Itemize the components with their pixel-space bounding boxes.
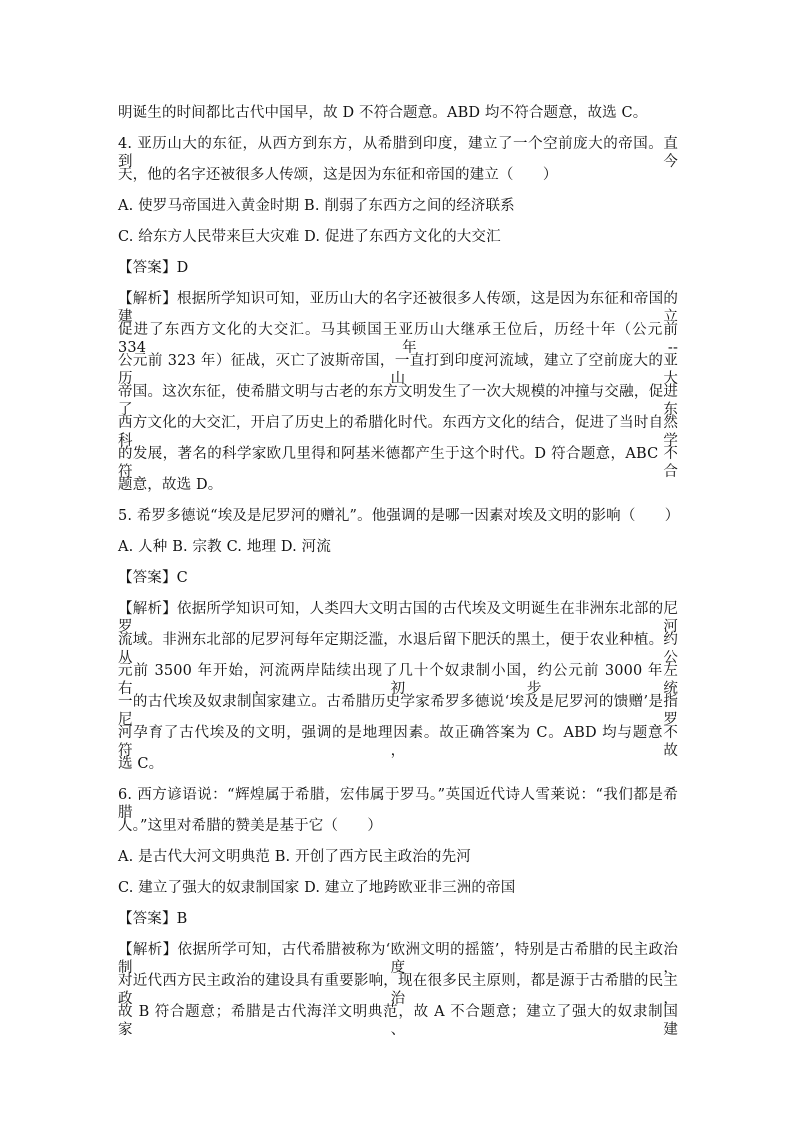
text-line: 明诞生的时间都比古代中国早，故 D 不符合题意。ABD 均不符合题意，故选 C。 xyxy=(118,105,648,121)
question-4-stem: 4. 亚历山大的东征，从西方到东方，从希腊到印度，建立了一个空前庞大的帝国。直到今 xyxy=(118,136,678,170)
question-4-stem-cont: 天，他的名字还被很多人传颂，这是因为东征和帝国的建立（ ） xyxy=(118,167,558,183)
question-6-analysis: 【解析】依据所学可知，古代希腊被称为‘欧洲文明的摇篮’，特别是古希腊的民主政治制度， xyxy=(118,942,678,976)
text-line: 公元前 323 年）征战，灭亡了波斯帝国，一直打到印度河流域，建立了空前庞大的亚历山大 xyxy=(118,353,678,387)
text-line: 故 B 符合题意；希腊是古代海洋文明典范，故 A 不合题意；建立了强大的奴隶制国家、建 xyxy=(118,1004,678,1038)
question-4-answer: 【答案】D xyxy=(118,260,189,276)
text-line: 流域。非洲东北部的尼罗河每年定期泛滥，水退后留下肥沃的黑土，便于农业种植。约从公 xyxy=(118,632,678,666)
question-6-stem-cont: 人。”这里对希腊的赞美是基于它（ ） xyxy=(118,818,383,834)
text-line: 选 C。 xyxy=(118,756,164,772)
question-4-analysis: 【解析】根据所学知识可知，亚历山大的名字还被很多人传颂，这是因为东征和帝国的建立 xyxy=(118,291,678,325)
question-4-options-cd: C. 给东方人民带来巨大灾难 D. 促进了东西方文化的大交汇 xyxy=(118,229,501,245)
text-line: 题意，故选 D。 xyxy=(118,477,223,493)
text-line: 对近代西方民主政治的建设具有重要影响，现在很多民主原则，都是源于古希腊的民主政治， xyxy=(118,973,678,1007)
text-line: 西方文化的大交汇，开启了历史上的希腊化时代。东西方文化的结合，促进了当时自然科学 xyxy=(118,415,678,449)
text-line: 促进了东西方文化的大交汇。马其顿国王亚历山大继承王位后，历经十年（公元前 334 年-- xyxy=(118,322,678,356)
question-6-options-ab: A. 是古代大河文明典范 B. 开创了西方民主政治的先河 xyxy=(118,849,471,865)
text-line: 河孕育了古代埃及的文明，强调的是地理因素。故正确答案为 C。ABD 均与题意不符，故 xyxy=(118,725,678,759)
question-6-options-cd: C. 建立了强大的奴隶制国家 D. 建立了地跨欧亚非三洲的帝国 xyxy=(118,880,516,896)
question-5-options: A. 人种 B. 宗教 C. 地理 D. 河流 xyxy=(118,539,331,555)
question-5-answer: 【答案】C xyxy=(118,570,188,586)
question-5-stem: 5. 希罗多德说“埃及是尼罗河的赠礼”。他强调的是哪一因素对埃及文明的影响（ ） xyxy=(118,508,680,524)
text-line: 帝国。这次东征，使希腊文明与古老的东方文明发生了一次大规模的冲撞与交融，促进了东 xyxy=(118,384,678,418)
text-line: 元前 3500 年开始，河流两岸陆续出现了几十个奴隶制小国，约公元前 3000 年左右，初步统 xyxy=(118,663,678,697)
question-4-options-ab: A. 使罗马帝国进入黄金时期 B. 削弱了东西方之间的经济联系 xyxy=(118,198,515,214)
question-6-answer: 【答案】B xyxy=(118,911,188,927)
question-5-analysis: 【解析】依据所学知识可知，人类四大文明古国的古代埃及文明诞生在非洲东北部的尼罗河 xyxy=(118,601,678,635)
question-6-stem: 6. 西方谚语说：“辉煌属于希腊，宏伟属于罗马。”英国近代诗人雪莱说：“我们都是希腊 xyxy=(118,787,678,821)
text-line: 的发展，著名的科学家欧几里得和阿基米德都产生于这个时代。D 符合题意，ABC 不符合 xyxy=(118,446,678,480)
text-line: 一的古代埃及奴隶制国家建立。古希腊历史学家希罗多德说‘埃及是尼罗河的馈赠’是指尼罗 xyxy=(118,694,678,728)
